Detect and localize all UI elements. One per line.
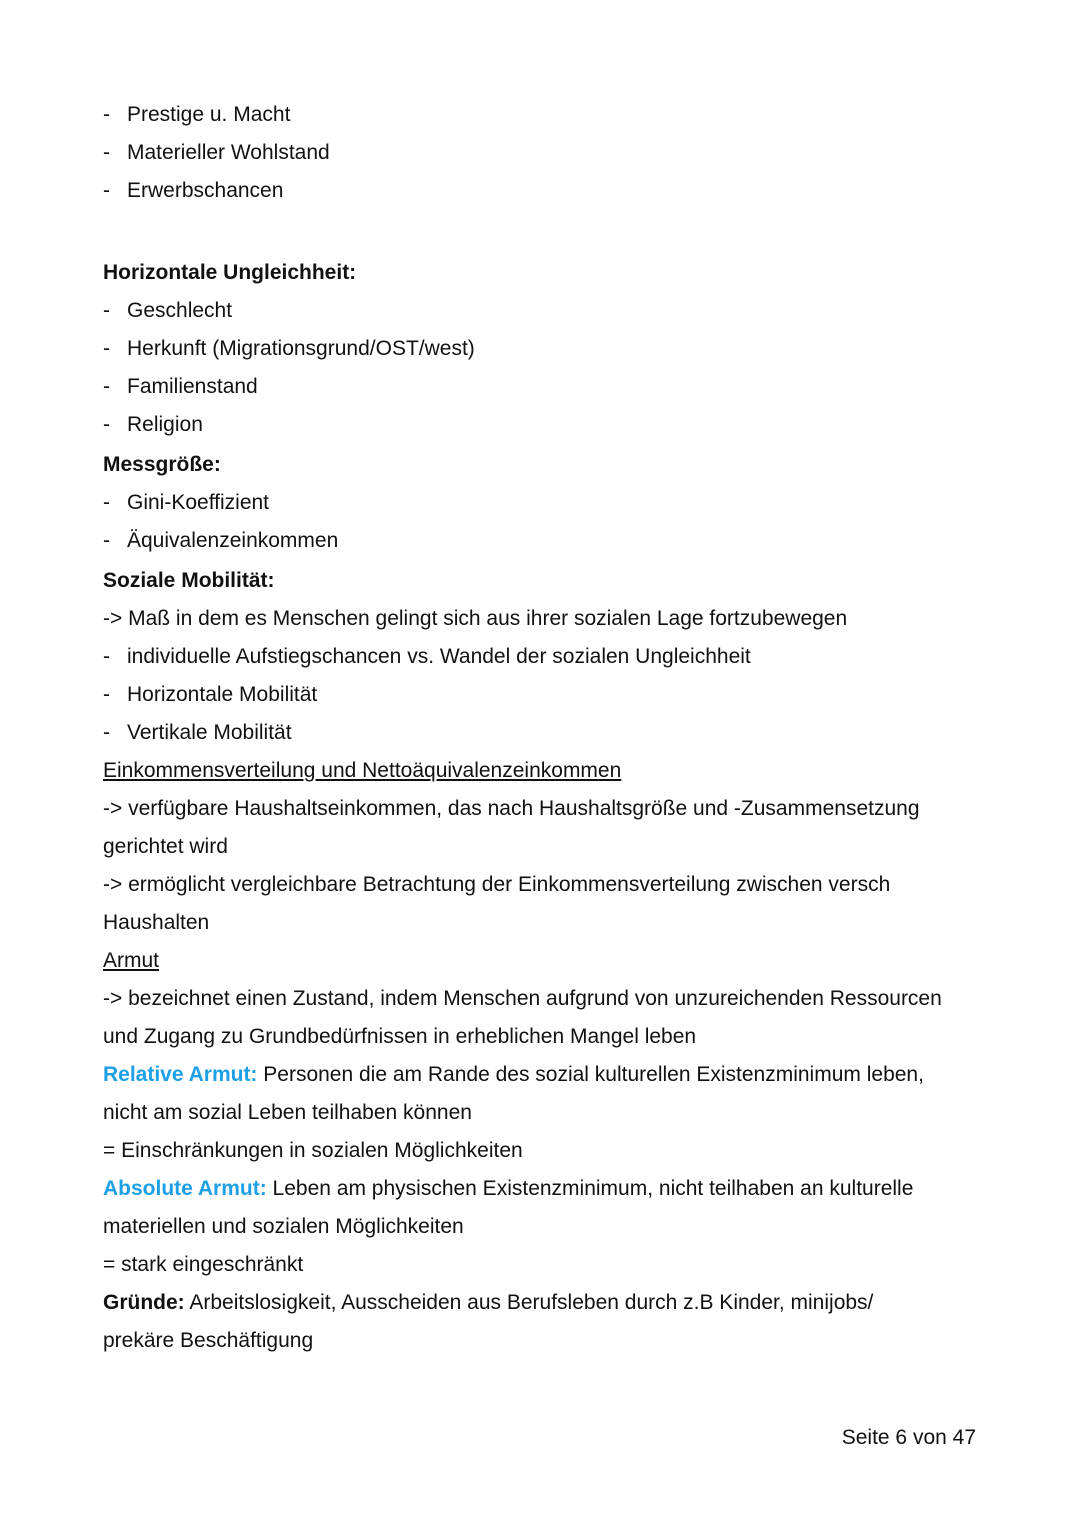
absolute-armut-summary: = stark eingeschränkt [103,1253,304,1276]
list-item-text: Familienstand [127,375,258,398]
list-item-text: individuelle Aufstiegschancen vs. Wandel der sozialen Ungleichheit [127,645,751,668]
relative-armut-text-line: nicht am sozial Leben teilhaben können [103,1101,472,1124]
list-item [103,714,983,752]
list-item-text: Erwerbschancen [127,179,284,202]
absolute-armut-label: Absolute Armut: [103,1177,267,1200]
bullet-dash: - [103,375,110,398]
list-item [103,522,983,560]
mobilitaet-heading: Soziale Mobilität: [103,569,275,592]
list-item-text: Gini-Koeffizient [127,491,270,514]
list-item [103,676,983,714]
einkommen-text-line: -> ermöglicht vergleichbare Betrachtung der Einkommensverteilung zwischen versch [103,873,891,896]
list-item [103,292,983,330]
relative-armut-paragraph [103,1056,983,1094]
bullet-dash: - [103,299,110,322]
gruende-label: Gründe: [103,1291,185,1314]
einkommen-text-line: Haushalten [103,911,210,934]
list-item-text: Prestige u. Macht [127,103,291,126]
relative-armut-text: Personen die am Rande des sozial kulturellen Existenzminimum leben, [257,1063,924,1086]
bullet-dash: - [103,179,110,202]
bullet-dash: - [103,491,110,514]
relative-armut-label: Relative Armut: [103,1063,258,1086]
list-item [103,134,983,172]
bullet-dash: - [103,337,110,360]
list-item-text: Vertikale Mobilität [127,721,292,744]
list-item-text: Horizontale Mobilität [127,683,318,706]
list-item-text: Religion [127,413,203,436]
horizontal-heading: Horizontale Ungleichheit: [103,261,357,284]
messgroesse-heading: Messgröße: [103,453,221,476]
list-item [103,638,983,676]
page-content [103,96,983,1360]
absolute-armut-paragraph [103,1170,983,1208]
absolute-armut-text-line: materiellen und sozialen Möglichkeiten [103,1215,464,1238]
list-item [103,330,983,368]
armut-text-line: und Zugang zu Grundbedürfnissen in erheblichen Mangel leben [103,1025,697,1048]
bullet-dash: - [103,413,110,436]
bullet-dash: - [103,103,110,126]
armut-text-line: -> bezeichnet einen Zustand, indem Menschen aufgrund von unzureichenden Ressourcen [103,987,942,1010]
list-item [103,406,983,444]
bullet-dash: - [103,141,110,164]
gruende-text: Arbeitslosigkeit, Ausscheiden aus Berufsleben durch z.B Kinder, minijobs/ [184,1291,874,1314]
list-item-text: Geschlecht [127,299,233,322]
bullet-dash: - [103,683,110,706]
mobilitaet-definition: -> Maß in dem es Menschen gelingt sich aus ihrer sozialen Lage fortzubewegen [103,607,848,630]
bullet-dash: - [103,645,110,668]
list-item [103,484,983,522]
list-item-text: Materieller Wohlstand [127,141,330,164]
relative-armut-summary: = Einschränkungen in sozialen Möglichkeiten [103,1139,523,1162]
list-item [103,96,983,134]
gruende-paragraph [103,1284,983,1322]
bullet-dash: - [103,721,110,744]
list-item-text: Herkunft (Migrationsgrund/OST/west) [127,337,475,360]
page-number: Seite 6 von 47 [841,1426,976,1449]
bullet-dash: - [103,529,110,552]
list-item-text: Äquivalenzeinkommen [127,529,339,552]
spacer [103,210,983,252]
einkommen-heading: Einkommensverteilung und Nettoäquivalenzeinkommen [103,759,622,782]
einkommen-text-line: gerichtet wird [103,835,228,858]
absolute-armut-text: Leben am physischen Existenzminimum, nicht teilhaben an kulturelle [266,1177,914,1200]
armut-heading: Armut [103,949,160,972]
list-item [103,172,983,210]
einkommen-text-line: -> verfügbare Haushaltseinkommen, das nach Haushaltsgröße und -Zusammensetzung [103,797,920,820]
list-item [103,368,983,406]
gruende-text-line: prekäre Beschäftigung [103,1329,314,1352]
